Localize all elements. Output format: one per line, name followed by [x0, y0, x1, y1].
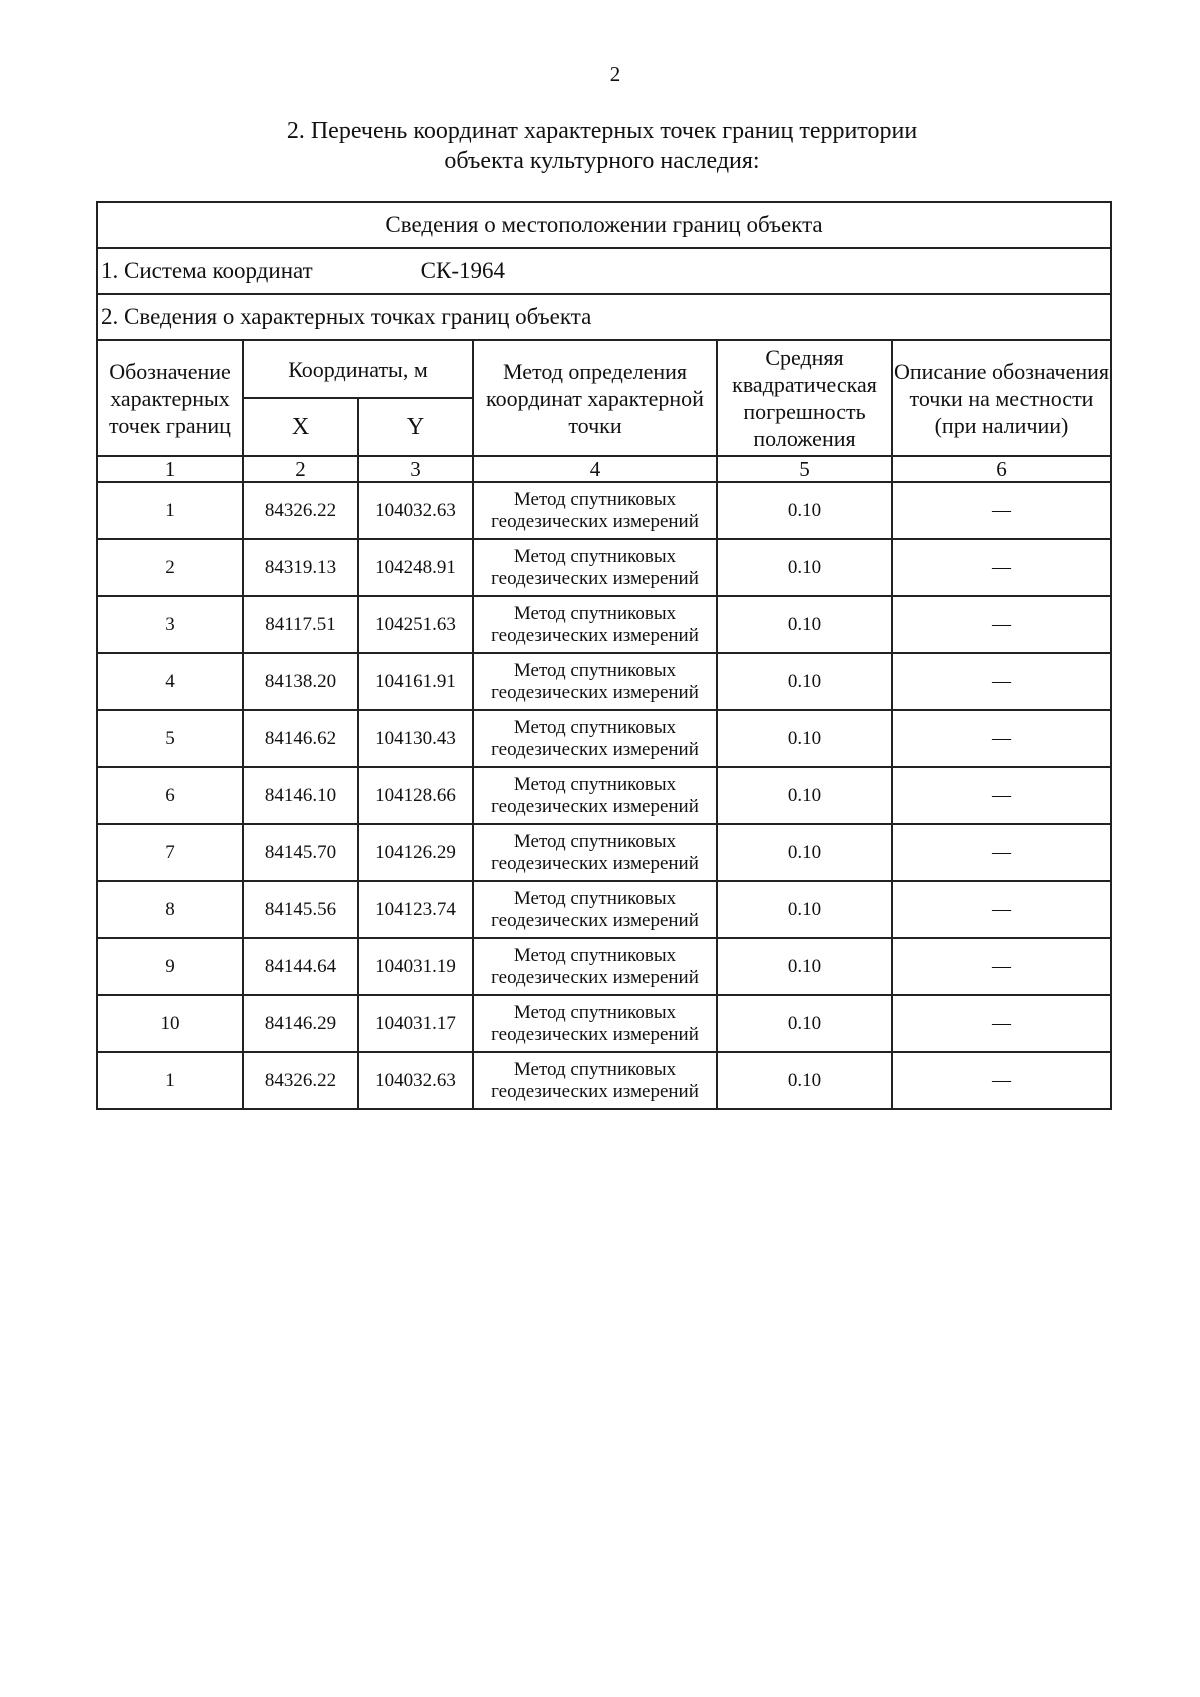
table-row — [97, 824, 1111, 881]
method-line: геодезических измерений — [491, 795, 699, 817]
description-cell: — — [892, 710, 1111, 767]
point-cell: 6 — [97, 767, 243, 824]
title-line-2: объекта культурного наследия: — [444, 148, 760, 174]
error-cell: 0.10 — [717, 596, 892, 653]
header-x: X — [243, 398, 358, 456]
method-line: геодезических измерений — [491, 624, 699, 646]
method-line: Метод спутниковых — [513, 488, 677, 510]
method-line: Метод спутниковых — [513, 1001, 677, 1023]
table-row — [97, 482, 1111, 539]
y-cell: 104161.91 — [358, 653, 473, 710]
points-header-row — [97, 294, 1111, 340]
error-cell: 0.10 — [717, 995, 892, 1052]
method-cell — [473, 596, 717, 653]
y-cell: 104123.74 — [358, 881, 473, 938]
header-coordinates: Координаты, м — [243, 340, 473, 398]
method-line: геодезических измерений — [491, 966, 699, 988]
y-cell: 104248.91 — [358, 539, 473, 596]
method-cell — [473, 482, 717, 539]
header-method: Метод определения координат характерной точки — [473, 340, 717, 456]
error-cell: 0.10 — [717, 482, 892, 539]
method-cell — [473, 539, 717, 596]
method-line: Метод спутниковых — [513, 773, 677, 795]
point-cell: 8 — [97, 881, 243, 938]
table-row — [97, 881, 1111, 938]
description-cell: — — [892, 482, 1111, 539]
table-row — [97, 539, 1111, 596]
column-header-row — [97, 340, 1111, 398]
description-cell: — — [892, 767, 1111, 824]
column-numbers-row — [97, 456, 1111, 482]
description-cell: — — [892, 995, 1111, 1052]
method-line: Метод спутниковых — [513, 545, 677, 567]
column-number: 3 — [358, 456, 473, 482]
coord-system-value: СК-1964 — [420, 258, 506, 283]
method-cell — [473, 824, 717, 881]
error-cell: 0.10 — [717, 938, 892, 995]
x-cell: 84138.20 — [243, 653, 358, 710]
method-cell — [473, 653, 717, 710]
method-line: геодезических измерений — [491, 567, 699, 589]
column-number: 5 — [717, 456, 892, 482]
header-y: Y — [358, 398, 473, 456]
y-cell: 104031.17 — [358, 995, 473, 1052]
y-cell: 104032.63 — [358, 482, 473, 539]
method-cell — [473, 1052, 717, 1109]
method-line: Метод спутниковых — [513, 716, 677, 738]
point-cell: 5 — [97, 710, 243, 767]
column-number: 1 — [97, 456, 243, 482]
method-line: геодезических измерений — [491, 852, 699, 874]
coord-system-cell — [97, 248, 1111, 294]
document-title — [0, 116, 1200, 176]
x-cell: 84326.22 — [243, 1052, 358, 1109]
table-row — [97, 653, 1111, 710]
x-cell: 84145.56 — [243, 881, 358, 938]
table-row — [97, 1052, 1111, 1109]
point-cell: 10 — [97, 995, 243, 1052]
x-cell: 84146.10 — [243, 767, 358, 824]
table-row — [97, 710, 1111, 767]
description-cell: — — [892, 881, 1111, 938]
method-cell — [473, 710, 717, 767]
x-cell: 84144.64 — [243, 938, 358, 995]
x-cell: 84145.70 — [243, 824, 358, 881]
method-line: геодезических измерений — [491, 1080, 699, 1102]
point-cell: 4 — [97, 653, 243, 710]
point-cell: 2 — [97, 539, 243, 596]
method-cell — [473, 938, 717, 995]
table-row — [97, 596, 1111, 653]
method-line: геодезических измерений — [491, 681, 699, 703]
description-cell: — — [892, 938, 1111, 995]
method-line: геодезических измерений — [491, 738, 699, 760]
point-cell: 9 — [97, 938, 243, 995]
point-cell: 3 — [97, 596, 243, 653]
x-cell: 84146.62 — [243, 710, 358, 767]
header-designation: Обозначение характерных точек границ — [97, 340, 243, 456]
x-cell: 84146.29 — [243, 995, 358, 1052]
header-error: Средняя квадратическая погрешность положения — [717, 340, 892, 456]
error-cell: 0.10 — [717, 881, 892, 938]
y-cell: 104031.19 — [358, 938, 473, 995]
page-number: 2 — [609, 62, 621, 86]
point-cell: 7 — [97, 824, 243, 881]
description-cell: — — [892, 596, 1111, 653]
table-row — [97, 995, 1111, 1052]
y-cell: 104126.29 — [358, 824, 473, 881]
method-line: Метод спутниковых — [513, 1058, 677, 1080]
column-number: 2 — [243, 456, 358, 482]
description-cell: — — [892, 1052, 1111, 1109]
method-line: геодезических измерений — [491, 1023, 699, 1045]
method-cell — [473, 881, 717, 938]
x-cell: 84319.13 — [243, 539, 358, 596]
method-line: геодезических измерений — [491, 510, 699, 532]
x-cell: 84326.22 — [243, 482, 358, 539]
y-cell: 104032.63 — [358, 1052, 473, 1109]
method-line: Метод спутниковых — [513, 944, 677, 966]
table-row — [97, 767, 1111, 824]
description-cell: — — [892, 824, 1111, 881]
x-cell: 84117.51 — [243, 596, 358, 653]
description-cell: — — [892, 539, 1111, 596]
coordinates-table — [96, 201, 1112, 1110]
error-cell: 0.10 — [717, 539, 892, 596]
error-cell: 0.10 — [717, 824, 892, 881]
coord-system-row — [97, 248, 1111, 294]
column-number: 4 — [473, 456, 717, 482]
point-cell: 1 — [97, 1052, 243, 1109]
method-line: Метод спутниковых — [513, 887, 677, 909]
table-row — [97, 938, 1111, 995]
coord-system-label: 1. Система координат — [101, 258, 313, 283]
column-number: 6 — [892, 456, 1111, 482]
error-cell: 0.10 — [717, 767, 892, 824]
method-line: Метод спутниковых — [513, 830, 677, 852]
y-cell: 104130.43 — [358, 710, 473, 767]
y-cell: 104128.66 — [358, 767, 473, 824]
method-cell — [473, 995, 717, 1052]
description-cell: — — [892, 653, 1111, 710]
title-line-1: 2. Перечень координат характерных точек границ территории — [286, 118, 918, 144]
section-header-row — [97, 202, 1111, 248]
method-cell — [473, 767, 717, 824]
section-header: Сведения о местоположении границ объекта — [97, 202, 1111, 248]
point-cell: 1 — [97, 482, 243, 539]
error-cell: 0.10 — [717, 710, 892, 767]
method-line: Метод спутниковых — [513, 659, 677, 681]
error-cell: 0.10 — [717, 653, 892, 710]
y-cell: 104251.63 — [358, 596, 473, 653]
header-description: Описание обозначения точки на местности (при наличии) — [892, 340, 1111, 456]
method-line: геодезических измерений — [491, 909, 699, 931]
method-line: Метод спутниковых — [513, 602, 677, 624]
points-header: 2. Сведения о характерных точках границ объекта — [97, 294, 1111, 340]
error-cell: 0.10 — [717, 1052, 892, 1109]
